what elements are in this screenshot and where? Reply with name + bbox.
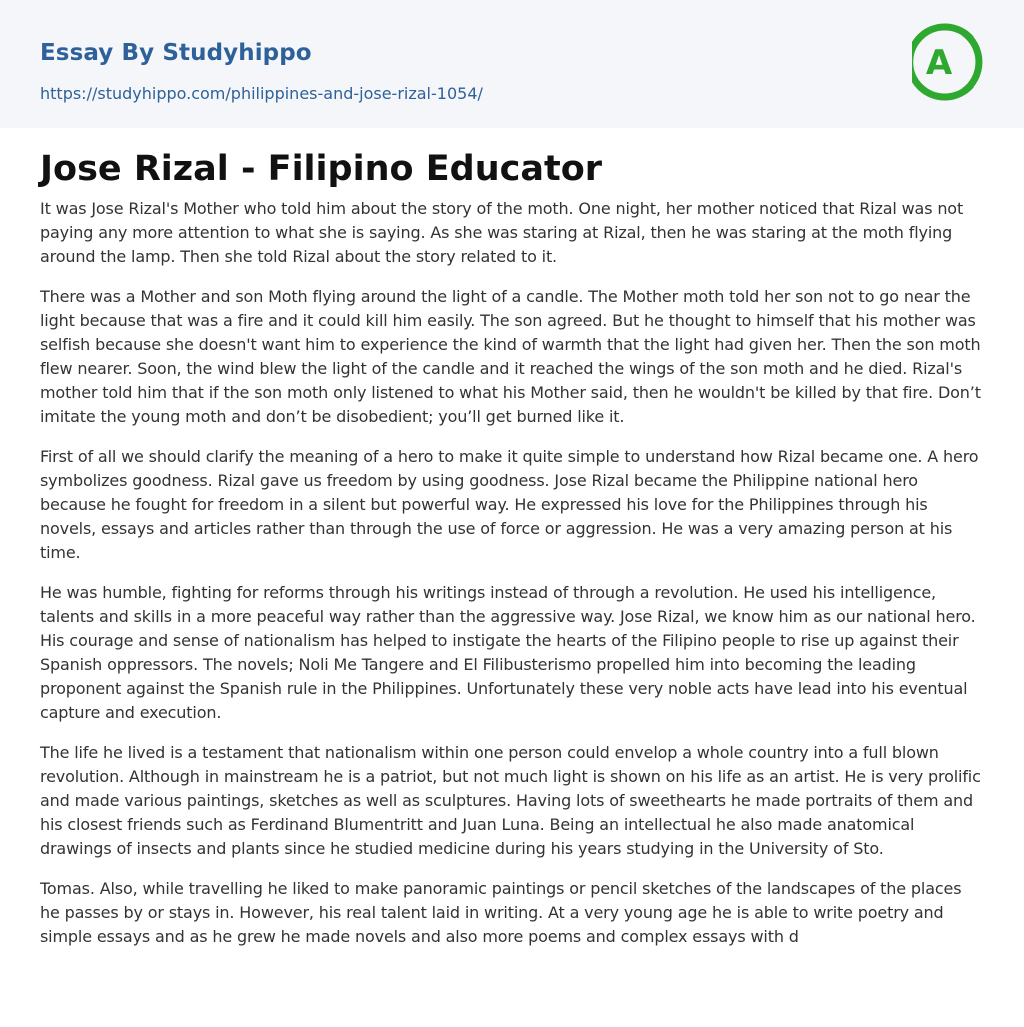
logo-letter: A bbox=[925, 43, 953, 83]
paragraph: He was humble, fighting for reforms through his writings instead of through a revolution. He used his intelligence, talents and skills in a more peaceful way rather than the aggressive way. Jose Rizal, we know him as our national hero. His courage and sense of nationalism has helped to instigate the hearts of the Filipino people to rise up against their Spanish oppressors. The novels; Noli Me Tangere and El Filibusterismo propelled him into becoming the leading proponent against the Spanish rule in the Philippines. Unfortunately these very noble acts have lead into his eventual capture and execution. bbox=[40, 583, 976, 722]
paragraph: There was a Mother and son Moth flying around the light of a candle. The Mother moth told her son not to go near the light because that was a fire and it could kill him easily. The son agreed. But he thought to himself that his mother was selfish because she doesn't want him to experience the kind of warmth that the light had given her. Then the son moth flew nearer. Soon, the wind blew the light of the candle and it reached the wings of the son moth and he died. Rizal's mother told him that if the son moth only listened to what his Mother said, then he wouldn't be killed by that fire. Don’t imitate the young moth and don’t be disobedient; you’ll get burned like it. bbox=[40, 287, 981, 426]
paragraph: It was Jose Rizal's Mother who told him about the story of the moth. One night, her mother noticed that Rizal was not paying any more attention to what she is saying. As she was staring at Rizal, then he was staring at the moth flying around the lamp. Then she told Rizal about the story related to it. bbox=[40, 199, 964, 266]
paragraph: The life he lived is a testament that nationalism within one person could envelop a whole country into a full blown revolution. Although in mainstream he is a patriot, but not much light is shown on his life as an artist. He is very prolific and made various paintings, sketches as well as sculptures. Having lots of sweethearts he made portraits of them and his closest friends such as Ferdinand Blumentritt and Juan Luna. Being an intellectual he also made anatomical drawings of insects and plants since he studied medicine during his years studying in the University of Sto. bbox=[40, 743, 981, 858]
brand-title[interactable]: Essay By Studyhippo bbox=[40, 40, 312, 66]
source-url-link[interactable]: https://studyhippo.com/philippines-and-jose-rizal-1054/ bbox=[40, 84, 483, 103]
paragraph: First of all we should clarify the meaning of a hero to make it quite simple to understand how Rizal became one. A hero symbolizes goodness. Rizal gave us freedom by using goodness. Jose Rizal became the Philippine national hero because he fought for freedom in a silent but powerful way. He expressed his love for the Philippines through his novels, essays and articles rather than through the use of force or aggression. He was a very amazing person at his time. bbox=[40, 447, 979, 562]
page-title: Jose Rizal - Filipino Educator bbox=[40, 149, 603, 189]
article-content bbox=[40, 146, 984, 965]
paragraph: Tomas. Also, while travelling he liked to make panoramic paintings or pencil sketches of the landscapes of the places he passes by or stays in. However, his real talent laid in writing. At a very young age he is able to write poetry and simple essays and as he grew he made novels and also more poems and complex essays with d bbox=[40, 879, 962, 946]
studyhippo-logo-icon[interactable] bbox=[912, 18, 986, 106]
page-header bbox=[0, 0, 1024, 128]
